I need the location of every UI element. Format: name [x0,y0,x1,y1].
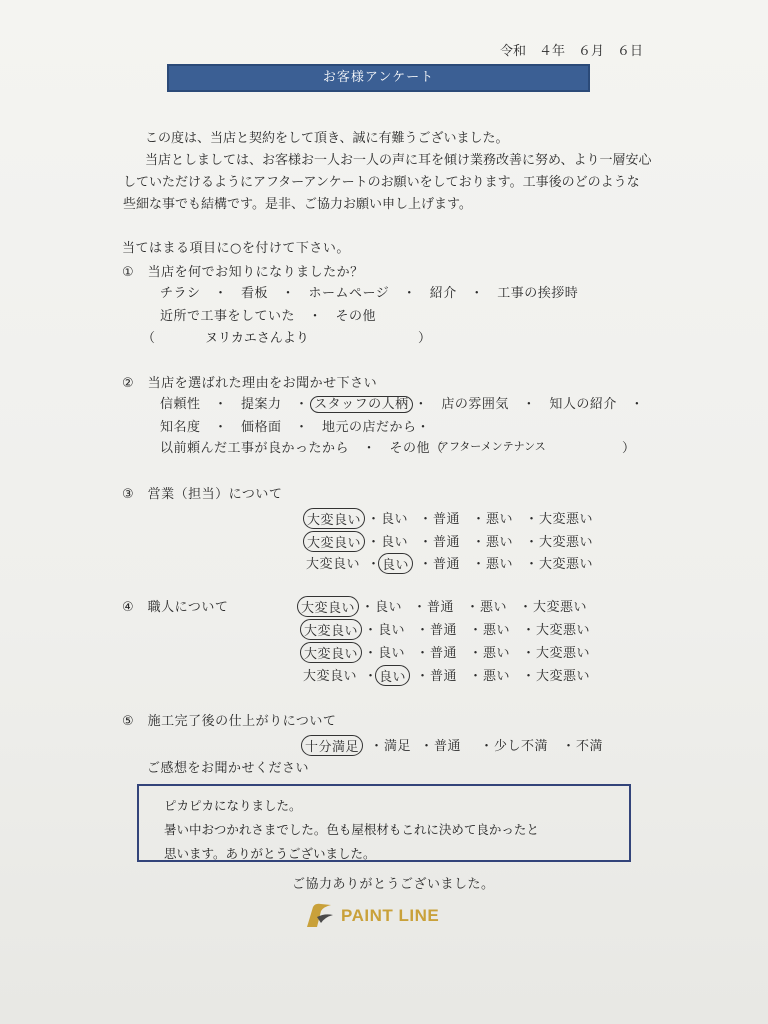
scale-option[interactable]: 良い [378,623,406,638]
scale-option[interactable]: 満足 [384,739,412,754]
scale-option[interactable]: 大変悪い [536,646,591,661]
scale-option[interactable]: 普通 [433,512,461,527]
q1-title: ① 当店を何でお知りになりましたか？ [122,265,364,280]
separator: ・ [522,669,536,684]
scale-option[interactable]: 大変良い [297,596,359,617]
scale-option[interactable]: 大変良い [306,557,361,572]
q1-other-close: ） [418,331,432,346]
scale-option[interactable]: 大変良い [300,619,362,640]
q2-opt-b: ・ 店の雰囲気 ・ 知人の紹介 ・ [414,397,644,412]
separator: ・ [469,646,483,661]
scale-option[interactable]: 普通 [433,535,461,550]
separator: ・ [480,739,494,754]
q2-other-answer: アフターメンテナンス [438,440,546,453]
separator: ・ [472,512,486,527]
q2-opt-a: 信頼性 ・ 提案力 ・ [160,397,309,412]
instruction: 当てはまる項目に○を付けて下さい。 [122,241,350,256]
intro-line: 当店としましては、お客様お一人お一人の声に耳を傾け業務改善に努め、より一層安心 [145,153,652,168]
separator: ・ [367,557,381,572]
scale-option[interactable]: 普通 [434,739,462,754]
scale-option[interactable]: 大変良い [303,531,365,552]
q3-title: ③ 営業（担当）について [122,487,283,502]
intro-text [123,128,665,216]
comment-box [137,784,631,862]
scale-option[interactable]: 大変良い [303,508,365,529]
scale-option[interactable]: 悪い [483,623,511,638]
separator: ・ [419,535,433,550]
scale-option[interactable]: 不満 [576,739,604,754]
scale-option[interactable]: 悪い [480,600,508,615]
intro-line: 些細な事でも結構です。是非、ご協力お願い申し上げます。 [123,197,472,212]
closing-text: ご協力ありがとうございました。 [292,877,495,892]
q1-options-line1: チラシ ・ 看板 ・ ホームページ ・ 紹介 ・ 工事の挨拶時 [160,286,579,301]
separator: ・ [469,669,483,684]
intro-line: この度は、当店と契約をして頂き、誠に有難うございました。 [145,131,509,146]
comment-line: ピカピカになりました。 [164,798,302,813]
q2-selected-option: スタッフの人柄 [310,396,413,413]
scale-option[interactable]: 大変悪い [536,669,591,684]
separator: ・ [419,512,433,527]
scale-option[interactable]: 普通 [430,646,458,661]
paint-line-logo-icon [303,901,337,931]
scale-option[interactable]: 大変良い [303,669,358,684]
scale-option[interactable]: 良い [381,512,409,527]
scale-option[interactable]: 悪い [483,669,511,684]
q2-options-line1 [160,393,644,412]
separator: ・ [522,646,536,661]
separator: ・ [562,739,576,754]
q4-title: ④ 職人について [122,600,229,615]
scale-option[interactable]: 良い [378,553,413,574]
q2-options-line2: 知名度 ・ 価格面 ・ 地元の店だから・ [160,420,431,435]
separator: ・ [525,512,539,527]
separator: ・ [519,600,533,615]
brand-name: PAINT LINE [341,906,440,925]
comment-line: 暑い中おつかれさまでした。色も屋根材もこれに決めて良かったと [164,822,539,837]
intro-line: していただけるようにアフターアンケートのお願いをしております。工事後のどのような [123,175,640,190]
comment-heading: ご感想をお聞かせください [147,761,310,776]
separator: ・ [416,669,430,684]
scale-option[interactable]: 大変悪い [539,512,594,527]
q2-other-close: ） [622,441,636,456]
separator: ・ [419,557,433,572]
scale-option[interactable]: 大変悪い [539,535,594,550]
separator: ・ [525,557,539,572]
separator: ・ [522,623,536,638]
brand-logo [303,901,439,931]
scale-option[interactable]: 悪い [486,535,514,550]
separator: ・ [364,623,378,638]
separator: ・ [367,535,381,550]
scale-option[interactable]: 普通 [430,669,458,684]
separator: ・ [466,600,480,615]
scale-option[interactable]: 大変悪い [539,557,594,572]
survey-date: 令和 ４年 ６月 ６日 [499,44,643,59]
scale-option[interactable]: 大変悪い [536,623,591,638]
scale-option[interactable]: 大変悪い [533,600,588,615]
scale-option[interactable]: 良い [375,600,403,615]
q5-title: ⑤ 施工完了後の仕上がりについて [122,714,337,729]
scale-option[interactable]: 良い [381,535,409,550]
separator: ・ [420,739,434,754]
scale-option[interactable]: 普通 [433,557,461,572]
separator: ・ [370,739,384,754]
q1-other-answer: ヌリカエさんより [205,331,309,346]
scale-option[interactable]: 悪い [483,646,511,661]
separator: ・ [364,646,378,661]
scale-option[interactable]: 少し不満 [494,739,549,754]
q2-title: ② 当店を選ばれた理由をお聞かせ下さい [122,376,378,391]
separator: ・ [472,535,486,550]
scale-option[interactable]: 悪い [486,512,514,527]
separator: ・ [472,557,486,572]
separator: ・ [364,669,378,684]
q1-options-line2: 近所で工事をしていた ・ その他 [160,309,377,324]
scale-option[interactable]: 普通 [427,600,455,615]
separator: ・ [525,535,539,550]
scale-option[interactable]: 十分満足 [301,735,363,756]
survey-title: お客様アンケート [167,64,590,92]
separator: ・ [361,600,375,615]
scale-option[interactable]: 普通 [430,623,458,638]
q2-options-line3: 以前頼んだ工事が良かったから ・ その他（ [160,441,444,456]
scale-option[interactable]: 良い [375,665,410,686]
scale-option[interactable]: 悪い [486,557,514,572]
separator: ・ [416,623,430,638]
separator: ・ [416,646,430,661]
separator: ・ [469,623,483,638]
comment-line: 思います。ありがとうございました。 [164,846,376,861]
separator: ・ [413,600,427,615]
separator: ・ [367,512,381,527]
scale-option[interactable]: 良い [378,646,406,661]
scale-option[interactable]: 大変良い [300,642,362,663]
q1-other-open: （ [142,331,156,346]
